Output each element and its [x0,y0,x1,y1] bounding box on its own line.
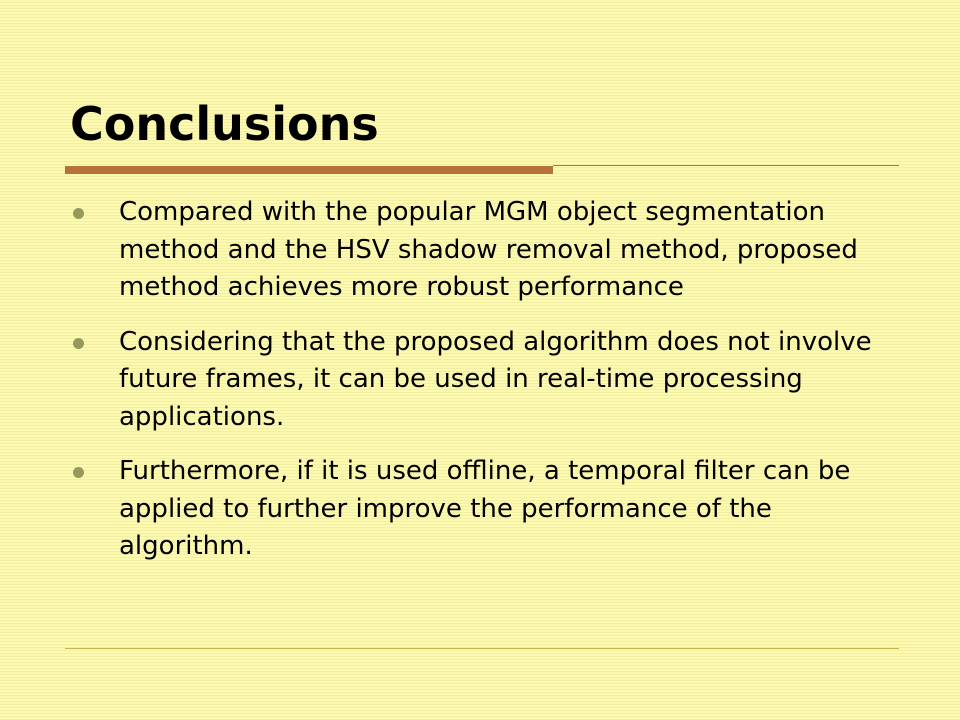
bullet-dot-icon [73,467,84,478]
bullet-text: Considering that the proposed algorithm does not involve future frames, it can be used in real-time processing applications. [119,326,872,432]
bullet-list [70,194,890,583]
footer-divider [65,648,899,649]
bullet-text: Compared with the popular MGM object segmentation method and the HSV shadow removal method, proposed method achieves more robust performance [119,197,858,302]
bullet-item [70,194,890,307]
bullet-item [70,453,890,566]
bullet-item [70,324,890,437]
bullet-dot-icon [73,208,84,219]
bullet-text: Furthermore, if it is used offline, a temporal filter can be applied to further improve the performance of the algorithm. [119,456,851,561]
title-underline-thick [65,166,553,174]
slide-title: Conclusions [70,97,379,151]
title-underline-thin [553,165,899,166]
bullet-dot-icon [73,338,84,349]
